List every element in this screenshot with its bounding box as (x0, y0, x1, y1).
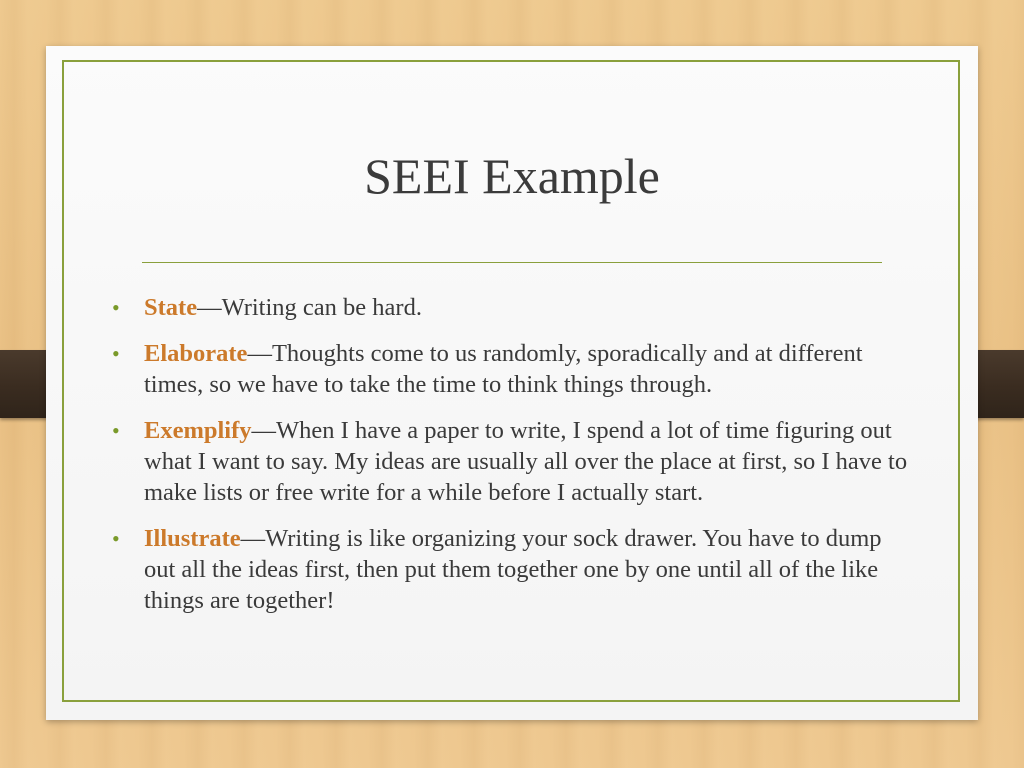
bullet-dot-icon: • (112, 341, 120, 366)
bullet-text: —When I have a paper to write, I spend a lot of time figuring out what I want to say. My ideas are usually all over the place at first, so I have to make lists or free write for a while before I actually start. (144, 417, 908, 506)
bullet-dot-icon: • (112, 418, 120, 443)
bullet-text: —Thoughts come to us randomly, sporadically and at different times, so we have to take the time to think things through. (144, 340, 863, 398)
bullet-dot-icon: • (112, 295, 120, 320)
bullet-text: —Writing can be hard. (197, 294, 422, 321)
bullet-item-exemplify (112, 415, 912, 508)
bullet-term: Elaborate (144, 340, 248, 367)
bullet-item-illustrate (112, 523, 912, 616)
bullet-list (112, 292, 912, 631)
title-divider (142, 262, 882, 263)
bullet-term: Illustrate (144, 525, 241, 552)
bullet-dot-icon: • (112, 526, 120, 551)
bullet-item-state (112, 292, 912, 323)
slide-title: SEEI Example (364, 148, 660, 204)
slide-card (46, 46, 978, 720)
bullet-text: —Writing is like organizing your sock drawer. You have to dump out all the ideas first, then put them together one by one until all of the like things are together! (144, 525, 882, 614)
bullet-term: Exemplify (144, 417, 252, 444)
bullet-term: State (144, 294, 198, 321)
bullet-item-elaborate (112, 338, 912, 400)
